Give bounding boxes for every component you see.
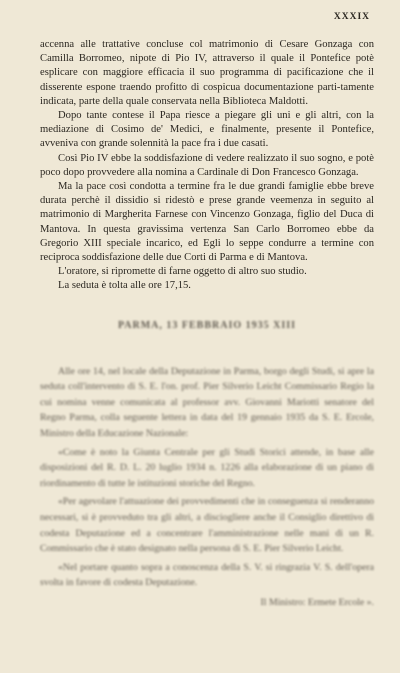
- blurred-paragraph: «Per agevolare l'attuazione dei provvedimenti che in conseguenza si renderanno necessari, si è provveduto tra gli altri, a disciogliere anche il Consiglio direttivo di codesta Deputazione ed a concentrare l'amministrazione nelle mani di un R. Commissario che è stato designato nella persona di S. E. Pier Silverio Leicht.: [40, 496, 374, 555]
- blurred-paragraph: Alle ore 14, nel locale della Deputazione in Parma, borgo degli Studi, si apre la seduta coll'intervento di S. E. l'on. prof. Pier Silverio Leicht Commissario Regio la cui nomina venne comunicata al professor avv. Giovanni Mariotti senatore del Regno Parma, colla seguente lettera in data del 19 gennaio 1935 da S. E. Ercole, Ministro della Educazione Nazionale:: [40, 365, 374, 439]
- paragraph: La seduta è tolta alle ore 17,15.: [58, 280, 191, 292]
- paragraph: Dopo tante contese il Papa riesce a piegare gli uni e gli altri, con la mediazione di Cosimo de' Medici, e finalmente, presente il Pontefice, avveniva con grande solennità la pace fra i due casati.: [40, 110, 374, 150]
- main-text: [40, 38, 374, 294]
- blurred-paragraph: «Come è noto la Giunta Centrale per gli Studi Storici attende, in base alle disposizioni del R. D. L. 20 luglio 1934 n. 1226 alla elaborazione di un piano di riordinamento di tutte le istituzioni storiche del Regno.: [40, 446, 374, 489]
- blurred-paragraph: «Nel portare quanto sopra a conoscenza della S. V. si ringrazia V. S. dell'opera svolta in favore di codesta Deputazione.: [40, 561, 374, 589]
- signature: Il Ministro: Ermete Ercole ».: [260, 596, 374, 608]
- blurred-section: [40, 318, 374, 611]
- paragraph: accenna alle trattative concluse col matrimonio di Cesare Gonzaga con Camilla Borromeo, nipote di Pio IV, attraverso il quale il Pontefice potè esplicare con maggiore efficacia il suo programma di pacificazione che il disserente espone traendo profitto di cospicua documentazione parti-tamente indicata, parte della quale conservata nella Biblioteca Maldotti.: [40, 39, 374, 107]
- paragraph: Ma la pace così condotta a termine fra le due grandi famiglie ebbe breve durata perchè il dissidio si ridestò e prese grande veemenza in seguito al matrimonio di Margherita Farnese con Vincenzo Gonzaga, figlio del Duca di Mantova. In questa gravissima vertenza San Carlo Borromeo ebbe da Gregorio XIII speciale incarico, ed Egli lo seppe condurre a termine con reciproca soddisfazione delle due Corti di Parma e di Mantova.: [40, 181, 374, 264]
- section-heading: PARMA, 13 FEBBRAIO 1935 XIII: [117, 320, 297, 331]
- page-number: XXXIX: [333, 12, 370, 22]
- paragraph: L'oratore, si ripromette di farne oggetto di altro suo studio.: [58, 266, 307, 278]
- paragraph: Così Pio IV ebbe la soddisfazione di vedere realizzato il suo sogno, e potè poco dopo provvedere alla nomina a Cardinale di Don Francesco Gonzaga.: [40, 152, 374, 178]
